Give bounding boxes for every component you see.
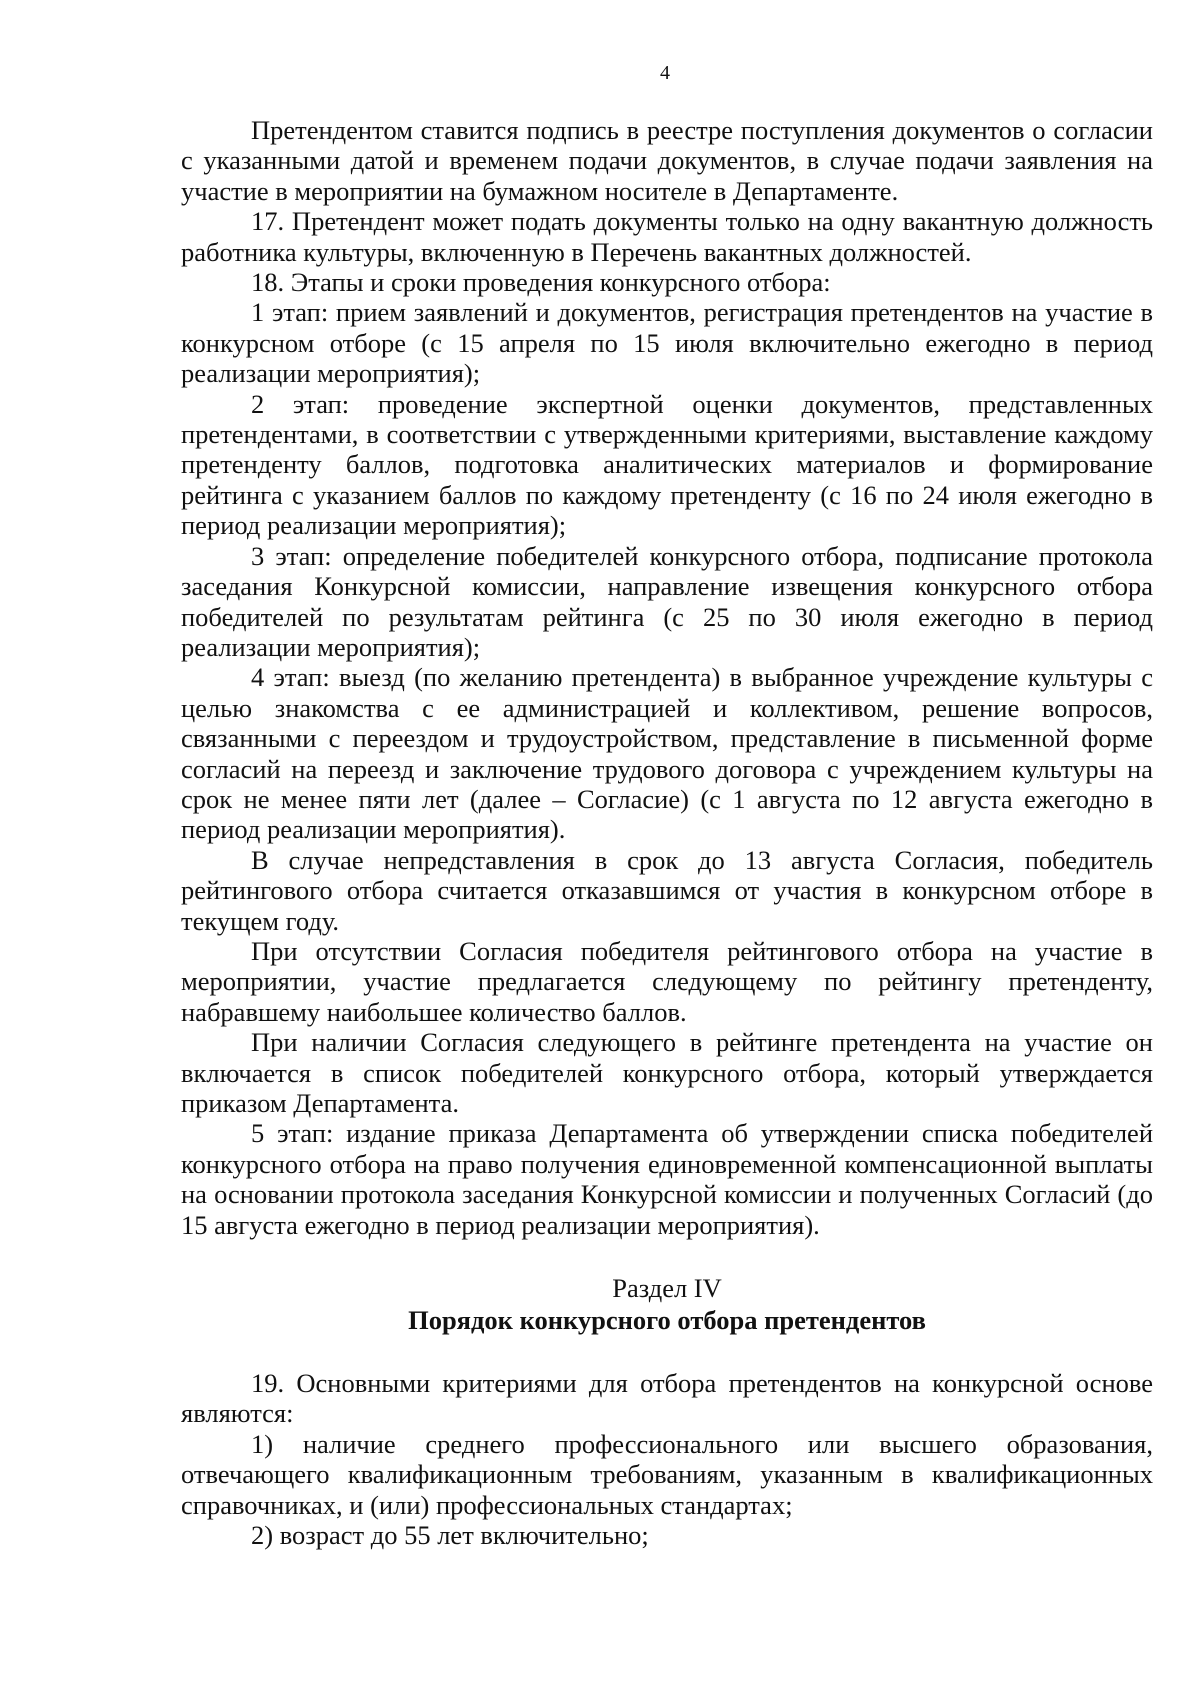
section-heading bbox=[181, 1272, 1153, 1336]
paragraph-absence-consent: При отсутствии Согласия победителя рейтингового отбора на участие в мероприятии, участие предлагается следующему по рейтингу претенденту, набравшему наибольшее количество баллов. bbox=[181, 935, 1153, 1027]
paragraph-signature: Претендентом ставится подпись в реестре поступления документов о согласии с указанными датой и временем подачи документов, в случае подачи заявления на участие в мероприятии на бумажном носителе в Департаменте. bbox=[181, 115, 1153, 206]
section-title: Порядок конкурсного отбора претендентов bbox=[408, 1305, 926, 1336]
paragraph-19: 19. Основными критериями для отбора претендентов на конкурсной основе являются: bbox=[181, 1368, 1153, 1429]
paragraph-stage-3: 3 этап: определение победителей конкурсного отбора, подписание протокола заседания Конкурсной комиссии, направление извещения конкурсного отбора победителей по результатам рейтинга (с 25 по 30 июля ежегодно в период реализации мероприятия); bbox=[181, 540, 1153, 662]
paragraph-criterion-1: 1) наличие среднего профессионального или высшего образования, отвечающего квалификационным требованиям, указанным в квалификационных справочниках, и (или) профессиональных стандартах; bbox=[181, 1428, 1153, 1520]
section-number: Раздел IV bbox=[612, 1273, 722, 1304]
paragraph-no-consent: В случае непредставления в срок до 13 августа Согласия, победитель рейтингового отбора считается отказавшимся от участия в конкурсном отборе в текущем году. bbox=[181, 844, 1153, 936]
paragraph-stage-4: 4 этап: выезд (по желанию претендента) в выбранное учреждение культуры с целью знакомства с ее администрацией и коллективом, решение вопросов, связанными с переездом и трудоустройством, представление в письменной форме согласий на переезд и заключение трудового договора с учреждением культуры на срок не менее пяти лет (далее – Согласие) (с 1 августа по 12 августа ежегодно в период реализации мероприятия). bbox=[181, 662, 1153, 845]
page-number: 4 bbox=[660, 62, 670, 84]
paragraph-stage-5: 5 этап: издание приказа Департамента об утверждении списка победителей конкурсного отбора на право получения единовременной компенсационной выплаты на основании протокола заседания Конкурсной комиссии и полученных Согласий (до 15 августа ежегодно в период реализации мероприятия). bbox=[181, 1118, 1153, 1240]
paragraph-criterion-2: 2) возраст до 55 лет включительно; bbox=[251, 1520, 649, 1551]
paragraph-stage-2: 2 этап: проведение экспертной оценки документов, представленных претендентами, в соответствии с утвержденными критериями, выставление каждому претенденту баллов, подготовка аналитических материалов и формирование рейтинга с указанием баллов по каждому претенденту (с 16 по 24 июля ежегодно в период реализации мероприятия); bbox=[181, 388, 1153, 541]
paragraph-18: 18. Этапы и сроки проведения конкурсного отбора: bbox=[251, 267, 831, 298]
paragraph-17: 17. Претендент может подать документы только на одну вакантную должность работника культуры, включенную в Перечень вакантных должностей. bbox=[181, 206, 1153, 267]
paragraph-stage-1: 1 этап: прием заявлений и документов, регистрация претендентов на участие в конкурсном отборе (с 15 апреля по 15 июля включительно ежегодно в период реализации мероприятия); bbox=[181, 297, 1153, 389]
document-body bbox=[181, 115, 1153, 1550]
paragraph-next-consent: При наличии Согласия следующего в рейтинге претендента на участие он включается в список победителей конкурсного отбора, который утверждается приказом Департамента. bbox=[181, 1027, 1153, 1118]
